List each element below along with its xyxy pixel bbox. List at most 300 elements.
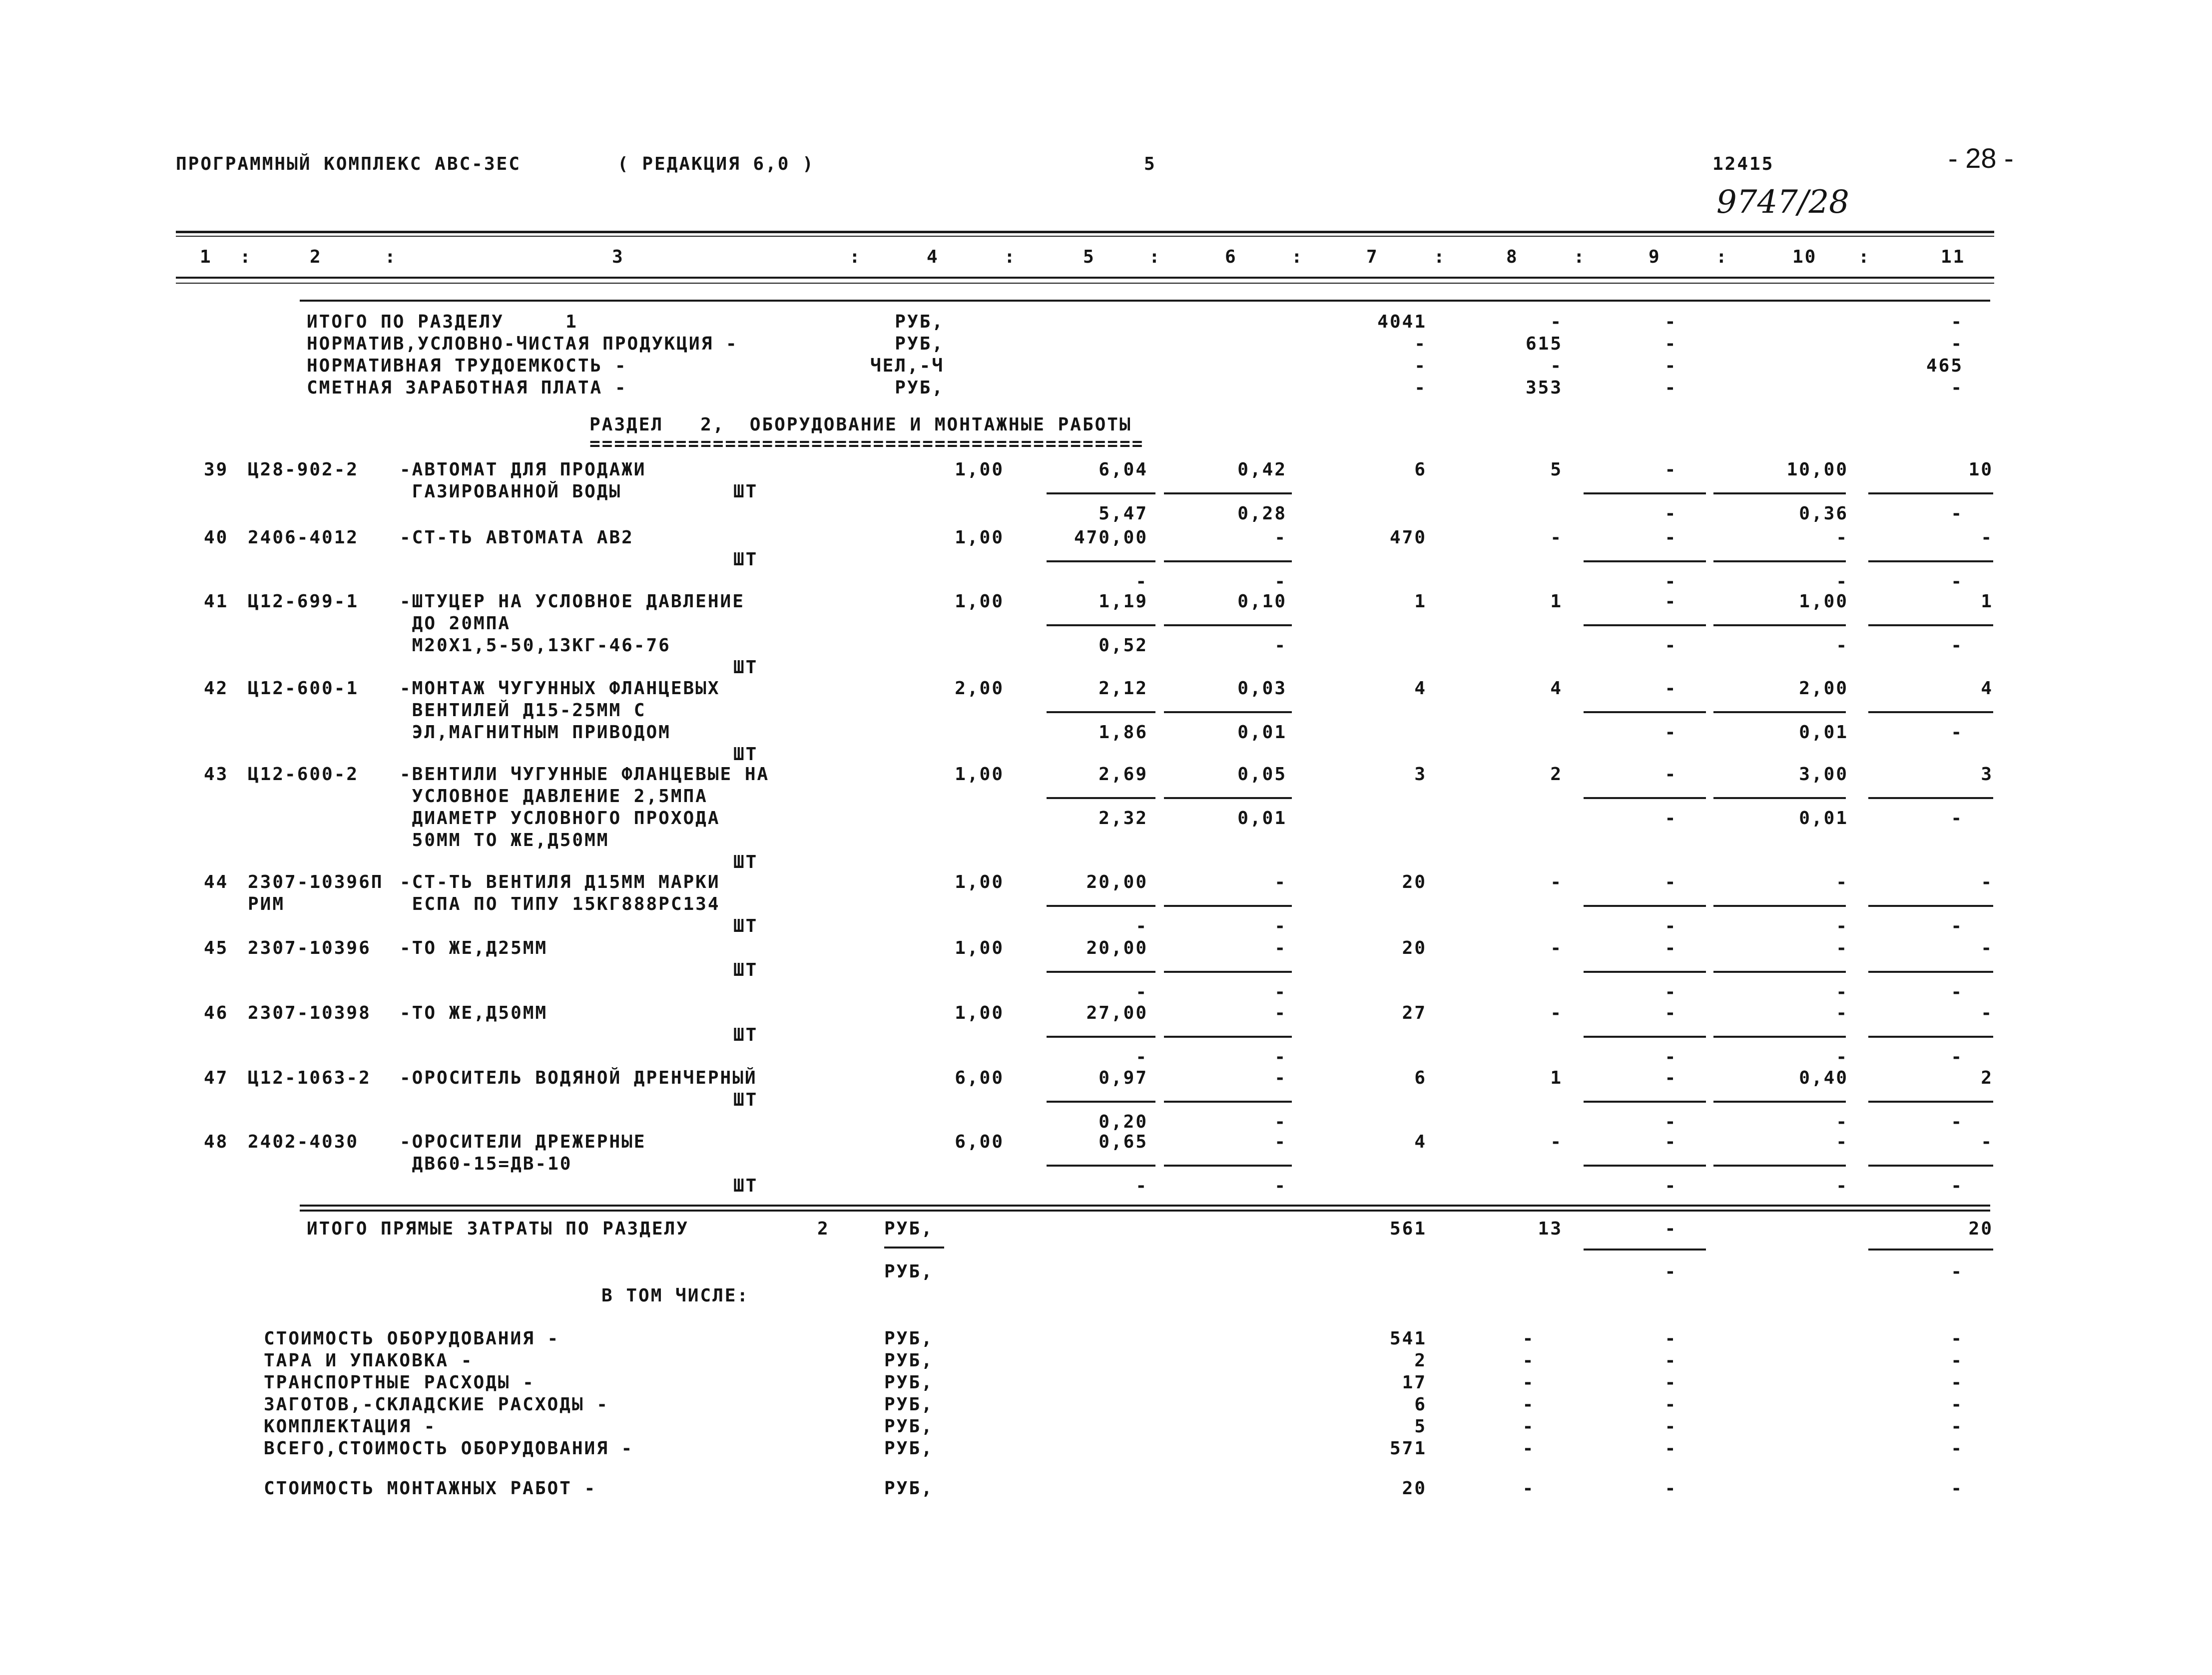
item-col10-top: 2,00	[1799, 678, 1848, 699]
section1-top-rule	[300, 300, 1990, 302]
item-col8: 1	[1550, 1068, 1563, 1088]
item-col6-bottom: -	[1274, 1112, 1287, 1132]
item-col10-top: -	[1836, 527, 1848, 548]
column-separator: :	[1149, 247, 1161, 267]
breakdown-col8: -	[1522, 1438, 1535, 1459]
section1-col8: 615	[1525, 334, 1563, 354]
breakdown-col7: 6	[1414, 1394, 1427, 1415]
column-separator: :	[1716, 247, 1728, 267]
cell-divider	[1047, 905, 1155, 907]
item-description: ЭЛ,МАГНИТНЫМ ПРИВОДОМ	[400, 722, 671, 743]
cell-divider	[1164, 1165, 1292, 1167]
item-col5-top: 2,69	[1099, 764, 1148, 785]
item-col8: -	[1550, 527, 1563, 548]
totals-col9-second: -	[1664, 1261, 1677, 1282]
item-code-suffix: РИМ	[248, 894, 285, 914]
breakdown-col9: -	[1664, 1350, 1677, 1371]
item-col9-bottom: -	[1664, 1047, 1677, 1067]
cell-divider	[1164, 492, 1292, 494]
item-description: М20Х1,5-50,13КГ-46-76	[400, 635, 671, 656]
item-description: ГАЗИРОВАННОЙ ВОДЫ	[400, 481, 622, 502]
breakdown-label: ВСЕГО,СТОИМОСТЬ ОБОРУДОВАНИЯ -	[264, 1438, 634, 1459]
item-description: -ТО ЖЕ,Д50ММ	[400, 1003, 548, 1023]
breakdown-col9: -	[1664, 1416, 1677, 1437]
item-col6-top: 0,05	[1237, 764, 1287, 785]
item-code: 2307-10396	[248, 938, 371, 958]
item-col9-top: -	[1664, 527, 1677, 548]
breakdown-unit: РУБ,	[884, 1394, 934, 1415]
breakdown-col8: -	[1522, 1350, 1535, 1371]
item-col6-top: 0,42	[1237, 459, 1287, 480]
item-col9-top: -	[1664, 1003, 1677, 1023]
item-unit: ШТ	[733, 549, 758, 570]
item-description: -МОНТАЖ ЧУГУННЫХ ФЛАНЦЕВЫХ	[400, 678, 720, 699]
column-header-11: 11	[1941, 247, 1966, 267]
item-code: 2307-10396П	[248, 872, 384, 892]
item-col6-bottom: -	[1274, 982, 1287, 1002]
header-top-rule	[176, 231, 1994, 233]
item-col7: 6	[1414, 1068, 1427, 1088]
item-col10-top: 3,00	[1799, 764, 1848, 785]
item-col6-bottom: -	[1274, 1176, 1287, 1196]
item-col6-top: -	[1274, 527, 1287, 548]
item-col7: 1	[1414, 591, 1427, 612]
breakdown-label: СТОИМОСТЬ ОБОРУДОВАНИЯ -	[264, 1328, 560, 1349]
item-col5-bottom: -	[1135, 916, 1148, 936]
column-header-7: 7	[1366, 247, 1379, 267]
item-col11-top: -	[1981, 1132, 1993, 1152]
breakdown-col8: -	[1522, 1328, 1535, 1349]
breakdown-col9: -	[1664, 1394, 1677, 1415]
item-col9-top: -	[1664, 678, 1677, 699]
item-col10-bottom: -	[1836, 982, 1848, 1002]
program-name: ПРОГРАММНЫЙ КОМПЛЕКС АВС-3ЕС	[176, 154, 521, 174]
header-bottom-rule-thin	[176, 283, 1994, 284]
item-description: ЕСПА ПО ТИПУ 15КГ888РС134	[400, 894, 720, 914]
item-code: 2402-4030	[248, 1132, 359, 1152]
section1-col8: -	[1550, 356, 1563, 376]
item-col8: -	[1550, 872, 1563, 892]
item-number: 48	[204, 1132, 229, 1152]
cell-divider	[1868, 971, 1993, 973]
item-number: 45	[204, 938, 229, 958]
cell-divider	[1713, 905, 1846, 907]
section1-label: СМЕТНАЯ ЗАРАБОТНАЯ ПЛАТА -	[307, 378, 627, 398]
item-col9-top: -	[1664, 1068, 1677, 1088]
breakdown-label: ЗАГОТОВ,-СКЛАДСКИЕ РАСХОДЫ -	[264, 1394, 609, 1415]
cell-divider	[1047, 1036, 1155, 1038]
item-quantity: 6,00	[955, 1068, 1004, 1088]
section1-col7: -	[1414, 378, 1427, 398]
section1-label: НОРМАТИВ,УСЛОВНО-ЧИСТАЯ ПРОДУКЦИЯ -	[307, 334, 738, 354]
item-col11-top: 2	[1981, 1068, 1993, 1088]
item-col7: 4	[1414, 678, 1427, 699]
item-col6-top: -	[1274, 1068, 1287, 1088]
item-col5-top: 0,97	[1099, 1068, 1148, 1088]
cell-divider	[1164, 624, 1292, 626]
item-col6-top: 0,03	[1237, 678, 1287, 699]
cell-divider	[1047, 560, 1155, 562]
cell-divider	[1584, 624, 1706, 626]
column-header-2: 2	[310, 247, 322, 267]
item-col9-top: -	[1664, 591, 1677, 612]
cell-divider	[1868, 1101, 1993, 1103]
item-col10-bottom: 0,01	[1799, 808, 1848, 829]
breakdown-col9: -	[1664, 1328, 1677, 1349]
item-col9-bottom: -	[1664, 982, 1677, 1002]
item-col9-bottom: -	[1664, 808, 1677, 829]
section1-col9: -	[1664, 378, 1677, 398]
item-quantity: 1,00	[955, 1003, 1004, 1023]
cell-divider	[1713, 1036, 1846, 1038]
section1-label: ИТОГО ПО РАЗДЕЛУ 1	[307, 312, 578, 332]
item-code: Ц12-600-1	[248, 678, 359, 699]
item-col10-top: 0,40	[1799, 1068, 1848, 1088]
breakdown-col8: -	[1522, 1372, 1535, 1393]
item-col5-top: 2,12	[1099, 678, 1148, 699]
section1-unit: ЧЕЛ,-Ч	[870, 356, 944, 376]
item-col6-bottom: -	[1274, 571, 1287, 592]
item-description: -ОРОСИТЕЛЬ ВОДЯНОЙ ДРЕНЧЕРНЫЙ	[400, 1068, 757, 1088]
section-heading-underline: =============================================	[589, 433, 1144, 454]
breakdown-col7: 571	[1389, 1438, 1427, 1459]
item-unit: ШТ	[733, 1090, 758, 1110]
item-col11-top: -	[1981, 938, 1993, 958]
totals-divider	[1584, 1249, 1706, 1251]
cell-divider	[1047, 1165, 1155, 1167]
breakdown-unit: РУБ,	[884, 1372, 934, 1393]
breakdown-label: ТРАНСПОРТНЫЕ РАСХОДЫ -	[264, 1372, 535, 1393]
item-col9-top: -	[1664, 764, 1677, 785]
section1-col9: -	[1664, 334, 1677, 354]
item-unit: ШТ	[733, 1176, 758, 1196]
cell-divider	[1868, 1165, 1993, 1167]
item-unit: ШТ	[733, 852, 758, 872]
column-separator: :	[1858, 247, 1871, 267]
item-col9-bottom: -	[1664, 916, 1677, 936]
item-description: 50ММ ТО ЖЕ,Д50ММ	[400, 830, 609, 850]
totals-section-number: 2	[817, 1219, 830, 1239]
item-code: 2406-4012	[248, 527, 359, 548]
cell-divider	[1868, 711, 1993, 713]
item-col8: 4	[1550, 678, 1563, 699]
item-number: 42	[204, 678, 229, 699]
item-col11-bottom: -	[1951, 916, 1963, 936]
item-col5-top: 470,00	[1074, 527, 1148, 548]
item-col9-top: -	[1664, 459, 1677, 480]
cell-divider	[1164, 1036, 1292, 1038]
column-separator: :	[1574, 247, 1586, 267]
cell-divider	[1868, 905, 1993, 907]
item-col9-bottom: -	[1664, 571, 1677, 592]
item-description: -СТ-ТЬ ВЕНТИЛЯ Д15ММ МАРКИ	[400, 872, 720, 892]
section1-label: НОРМАТИВНАЯ ТРУДОЕМКОСТЬ -	[307, 356, 627, 376]
section1-unit: РУБ,	[895, 378, 944, 398]
item-col7: 4	[1414, 1132, 1427, 1152]
montage-col7: 20	[1402, 1478, 1427, 1499]
cell-divider	[1164, 905, 1292, 907]
section1-col11: -	[1951, 378, 1963, 398]
section1-col7: -	[1414, 334, 1427, 354]
item-code: Ц12-699-1	[248, 591, 359, 612]
totals-col7: 561	[1389, 1219, 1427, 1239]
item-unit: ШТ	[733, 916, 758, 936]
header-top-rule-thin	[176, 236, 1994, 237]
item-col10-top: -	[1836, 938, 1848, 958]
totals-top-rule	[300, 1205, 1990, 1207]
column-separator: :	[849, 247, 862, 267]
item-col6-top: 0,10	[1237, 591, 1287, 612]
item-col9-bottom: -	[1664, 722, 1677, 743]
item-col6-bottom: 0,01	[1237, 722, 1287, 743]
totals-col9: -	[1664, 1219, 1677, 1239]
item-col5-top: 0,65	[1099, 1132, 1148, 1152]
totals-col11-second: -	[1951, 1261, 1963, 1282]
item-col11-top: 3	[1981, 764, 1993, 785]
cell-divider	[1713, 797, 1846, 799]
cell-divider	[1868, 492, 1993, 494]
item-code: Ц12-600-2	[248, 764, 359, 785]
breakdown-col11: -	[1951, 1438, 1963, 1459]
cell-divider	[1713, 560, 1846, 562]
cell-divider	[1584, 905, 1706, 907]
item-col6-bottom: -	[1274, 635, 1287, 656]
item-col9-bottom: -	[1664, 635, 1677, 656]
item-col11-top: 1	[1981, 591, 1993, 612]
breakdown-unit: РУБ,	[884, 1328, 934, 1349]
item-col7: 6	[1414, 459, 1427, 480]
item-quantity: 1,00	[955, 527, 1004, 548]
item-unit: ШТ	[733, 744, 758, 765]
cell-divider	[1868, 797, 1993, 799]
item-col11-bottom: -	[1951, 571, 1963, 592]
item-col9-top: -	[1664, 872, 1677, 892]
totals-unit-second: РУБ,	[884, 1261, 934, 1282]
item-col9-top: -	[1664, 938, 1677, 958]
cell-divider	[1164, 711, 1292, 713]
item-col11-top: -	[1981, 872, 1993, 892]
item-quantity: 1,00	[955, 938, 1004, 958]
item-quantity: 1,00	[955, 764, 1004, 785]
item-col6-top: -	[1274, 1003, 1287, 1023]
item-number: 44	[204, 872, 229, 892]
item-quantity: 6,00	[955, 1132, 1004, 1152]
column-header-3: 3	[612, 247, 624, 267]
header-bottom-rule	[176, 277, 1994, 279]
item-quantity: 2,00	[955, 678, 1004, 699]
cell-divider	[1164, 971, 1292, 973]
item-col11-top: -	[1981, 527, 1993, 548]
column-header-10: 10	[1792, 247, 1817, 267]
item-col7: 470	[1389, 527, 1427, 548]
section-heading: РАЗДЕЛ 2, ОБОРУДОВАНИЕ И МОНТАЖНЫЕ РАБОТЫ	[589, 415, 1132, 435]
breakdown-label: КОМПЛЕКТАЦИЯ -	[264, 1416, 437, 1437]
item-description: ВЕНТИЛЕЙ Д15-25ММ С	[400, 700, 646, 721]
item-unit: ШТ	[733, 657, 758, 678]
cell-divider	[1713, 1101, 1846, 1103]
sheet-number: 5	[1144, 154, 1156, 174]
item-number: 39	[204, 459, 229, 480]
item-number: 41	[204, 591, 229, 612]
item-col11-bottom: -	[1951, 635, 1963, 656]
cell-divider	[1584, 971, 1706, 973]
cell-divider	[1584, 1165, 1706, 1167]
section1-unit: РУБ,	[895, 334, 944, 354]
column-header-1: 1	[200, 247, 212, 267]
breakdown-col11: -	[1951, 1416, 1963, 1437]
item-col10-bottom: 0,01	[1799, 722, 1848, 743]
section1-col7: -	[1414, 356, 1427, 376]
item-col10-bottom: 0,36	[1799, 503, 1848, 524]
breakdown-col7: 2	[1414, 1350, 1427, 1371]
column-separator: :	[240, 247, 252, 267]
cell-divider	[1713, 711, 1846, 713]
item-description: -ВЕНТИЛИ ЧУГУННЫЕ ФЛАНЦЕВЫЕ НА	[400, 764, 770, 785]
item-number: 40	[204, 527, 229, 548]
cell-divider	[1047, 971, 1155, 973]
item-col7: 20	[1402, 872, 1427, 892]
cell-divider	[1584, 711, 1706, 713]
totals-label: ИТОГО ПРЯМЫЕ ЗАТРАТЫ ПО РАЗДЕЛУ	[307, 1219, 689, 1239]
item-col11-top: 10	[1968, 459, 1993, 480]
cell-divider	[1584, 492, 1706, 494]
item-description: УСЛОВНОЕ ДАВЛЕНИЕ 2,5МПА	[400, 786, 708, 807]
item-col5-bottom: 2,32	[1099, 808, 1148, 829]
column-header-6: 6	[1225, 247, 1237, 267]
cell-divider	[1868, 1036, 1993, 1038]
cell-divider	[1164, 560, 1292, 562]
column-separator: :	[1004, 247, 1017, 267]
item-description: -ОРОСИТЕЛИ ДРЕЖЕРНЫЕ	[400, 1132, 646, 1152]
item-col5-bottom: -	[1135, 1047, 1148, 1067]
item-col10-bottom: -	[1836, 571, 1848, 592]
cell-divider	[1164, 797, 1292, 799]
item-col5-top: 6,04	[1099, 459, 1148, 480]
breakdown-col11: -	[1951, 1372, 1963, 1393]
item-col10-bottom: -	[1836, 1112, 1848, 1132]
breakdown-col11: -	[1951, 1328, 1963, 1349]
item-col10-bottom: -	[1836, 635, 1848, 656]
cell-divider	[1713, 624, 1846, 626]
item-col10-top: -	[1836, 872, 1848, 892]
totals-col8: 13	[1538, 1219, 1563, 1239]
cell-divider	[1868, 560, 1993, 562]
item-description: -ТО ЖЕ,Д25ММ	[400, 938, 548, 958]
column-separator: :	[385, 247, 397, 267]
item-description: -СТ-ТЬ АВТОМАТА АВ2	[400, 527, 634, 548]
section1-col11: 465	[1926, 356, 1963, 376]
breakdown-unit: РУБ,	[884, 1416, 934, 1437]
cell-divider	[1713, 492, 1846, 494]
cell-divider	[1047, 1101, 1155, 1103]
column-header-8: 8	[1506, 247, 1519, 267]
edition-label: ( РЕДАКЦИЯ 6,0 )	[617, 154, 815, 174]
cell-divider	[1868, 624, 1993, 626]
breakdown-unit: РУБ,	[884, 1350, 934, 1371]
item-col11-top: -	[1981, 1003, 1993, 1023]
item-col5-bottom: 0,20	[1099, 1112, 1148, 1132]
breakdown-col7: 541	[1389, 1328, 1427, 1349]
document-code: 12415	[1712, 154, 1774, 174]
including-heading: В ТОМ ЧИСЛЕ:	[601, 1285, 750, 1306]
item-col5-top: 1,19	[1099, 591, 1148, 612]
totals-top-rule-thin	[300, 1210, 1990, 1212]
item-col8: -	[1550, 938, 1563, 958]
cell-divider	[1047, 492, 1155, 494]
section1-col11: -	[1951, 312, 1963, 332]
item-col11-bottom: -	[1951, 808, 1963, 829]
item-quantity: 1,00	[955, 872, 1004, 892]
breakdown-col11: -	[1951, 1394, 1963, 1415]
item-col9-bottom: -	[1664, 503, 1677, 524]
item-col5-bottom: -	[1135, 571, 1148, 592]
item-col8: -	[1550, 1132, 1563, 1152]
item-col11-top: 4	[1981, 678, 1993, 699]
montage-label: СТОИМОСТЬ МОНТАЖНЫХ РАБОТ -	[264, 1478, 597, 1499]
cell-divider	[1713, 1165, 1846, 1167]
breakdown-col9: -	[1664, 1372, 1677, 1393]
cell-divider	[1047, 711, 1155, 713]
item-col7: 27	[1402, 1003, 1427, 1023]
item-description: ДВ60-15=ДВ-10	[400, 1154, 572, 1174]
section1-col9: -	[1664, 356, 1677, 376]
item-description: -ШТУЦЕР НА УСЛОВНОЕ ДАВЛЕНИЕ	[400, 591, 745, 612]
item-description: ДИАМЕТР УСЛОВНОГО ПРОХОДА	[400, 808, 720, 829]
breakdown-label: ТАРА И УПАКОВКА -	[264, 1350, 474, 1371]
item-col6-top: -	[1274, 872, 1287, 892]
item-col5-bottom: 5,47	[1099, 503, 1148, 524]
breakdown-unit: РУБ,	[884, 1438, 934, 1459]
item-col7: 20	[1402, 938, 1427, 958]
item-unit: ШТ	[733, 960, 758, 980]
cell-divider	[1584, 1036, 1706, 1038]
cell-divider	[1164, 1101, 1292, 1103]
item-col11-bottom: -	[1951, 503, 1963, 524]
montage-col9: -	[1664, 1478, 1677, 1499]
item-quantity: 1,00	[955, 459, 1004, 480]
breakdown-col9: -	[1664, 1438, 1677, 1459]
totals-divider	[1868, 1249, 1993, 1251]
item-col5-top: 27,00	[1086, 1003, 1148, 1023]
cell-divider	[1584, 1101, 1706, 1103]
column-header-5: 5	[1083, 247, 1096, 267]
item-col5-bottom: -	[1135, 982, 1148, 1002]
item-col6-bottom: 0,01	[1237, 808, 1287, 829]
item-col6-bottom: -	[1274, 1047, 1287, 1067]
item-col6-bottom: 0,28	[1237, 503, 1287, 524]
column-header-4: 4	[927, 247, 939, 267]
column-separator: :	[1291, 247, 1304, 267]
breakdown-col7: 5	[1414, 1416, 1427, 1437]
item-col11-bottom: -	[1951, 1176, 1963, 1196]
cell-divider	[1584, 560, 1706, 562]
breakdown-col8: -	[1522, 1416, 1535, 1437]
breakdown-col11: -	[1951, 1350, 1963, 1371]
item-col5-bottom: 0,52	[1099, 635, 1148, 656]
page-number: - 28 -	[1948, 142, 2014, 174]
cell-divider	[1584, 797, 1706, 799]
cell-divider	[1713, 971, 1846, 973]
item-description: -АВТОМАТ ДЛЯ ПРОДАЖИ	[400, 459, 646, 480]
section1-unit: РУБ,	[895, 312, 944, 332]
section1-col9: -	[1664, 312, 1677, 332]
item-col9-top: -	[1664, 1132, 1677, 1152]
item-number: 43	[204, 764, 229, 785]
item-col8: 1	[1550, 591, 1563, 612]
totals-unit-divider	[884, 1247, 944, 1249]
column-separator: :	[1434, 247, 1446, 267]
item-col10-top: -	[1836, 1132, 1848, 1152]
